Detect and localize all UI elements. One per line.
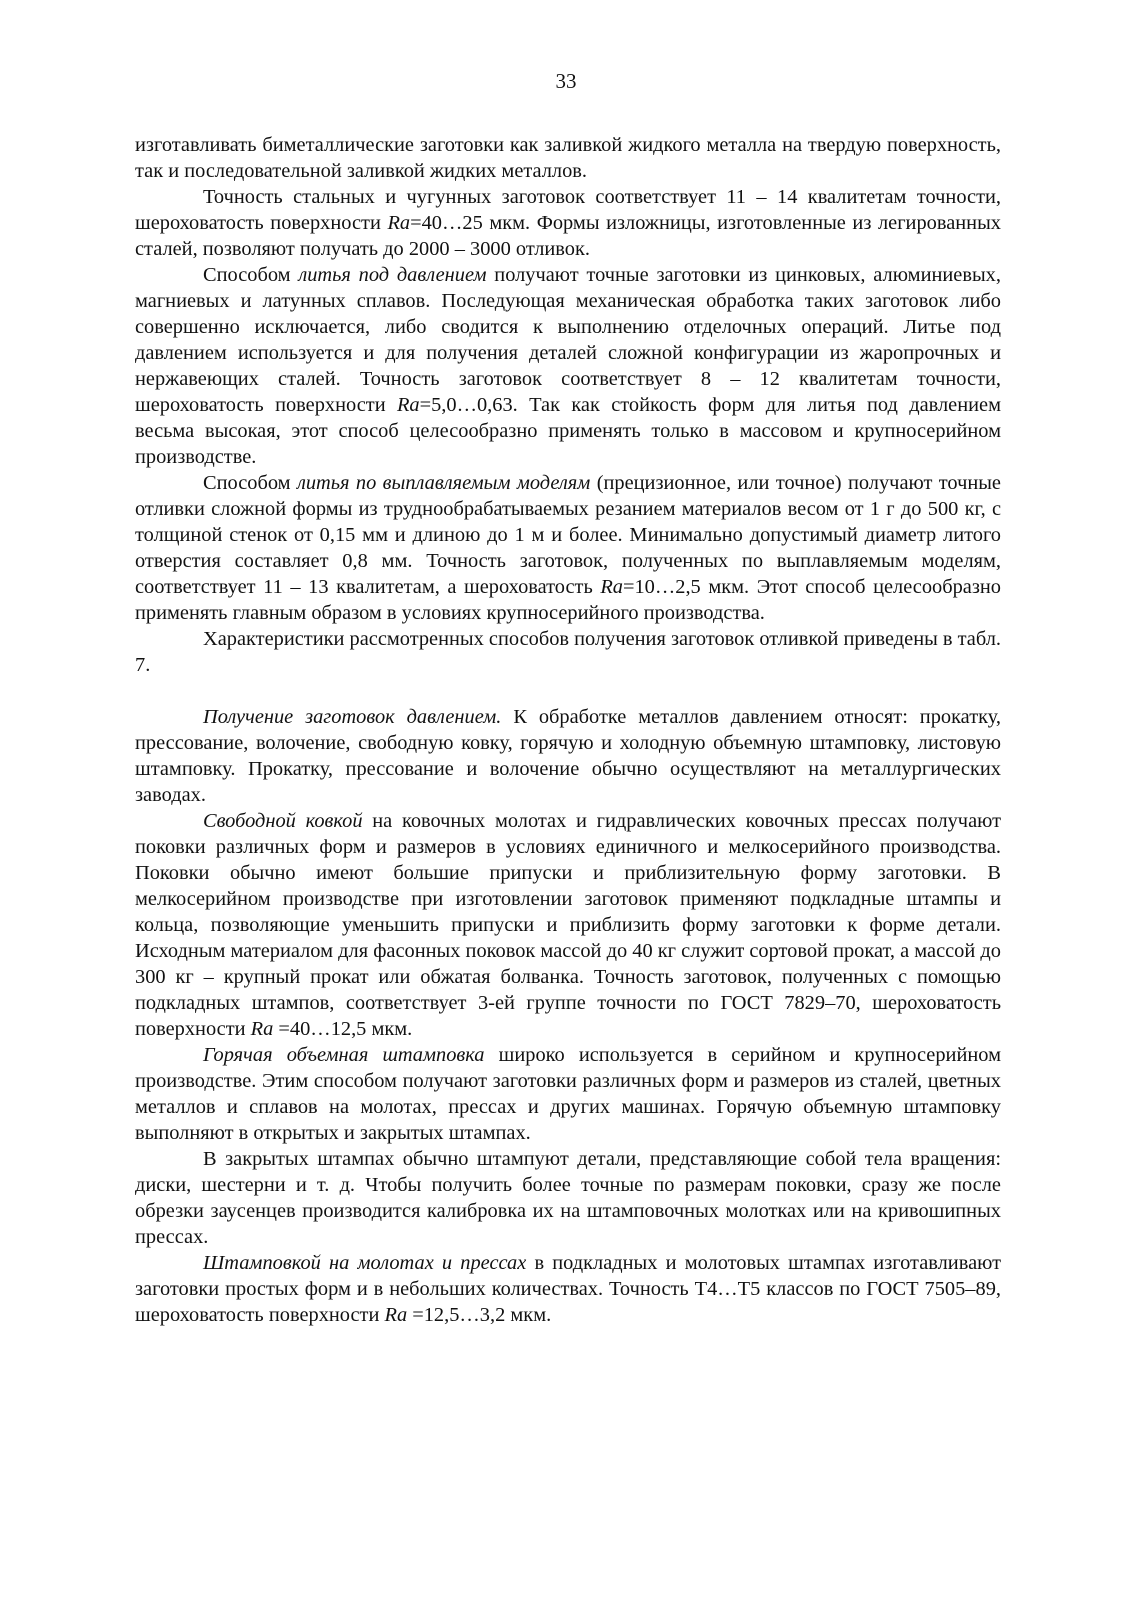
text-run: широко используется в серийном и крупносерийном производстве. Этим способом получают заготовки различных форм и размеров из сталей, цветных металлов и сплавов на молотах, прессах и других машинах. Горячую объемную штамповку выполняют в открытых и закрытых штампах. <box>135 1044 1001 1144</box>
paragraph <box>135 470 1001 626</box>
text-run: =10…2,5 мкм. Этот способ целесообразно применять главным образом в условиях крупносерийного производства. <box>135 576 1001 624</box>
emphasized-text: Свободной ковкой <box>203 810 363 832</box>
emphasized-text: Получение заготовок давлением. <box>203 706 502 728</box>
text-run: Способом <box>203 472 297 494</box>
paragraph <box>135 1146 1001 1250</box>
emphasized-text: Ra <box>250 1018 274 1040</box>
paragraph <box>135 626 1001 678</box>
text-run: Точность стальных и чугунных заготовок соответствует 11 – 14 квалитетам точности, шероховатость поверхности <box>135 186 1001 234</box>
text-run: В закрытых штампах обычно штампуют детали, представляющие собой тела вращения: диски, шестерни и т. д. Чтобы получить более точные по размерам поковки, сразу же после обрезки заусенцев производится калибровка их на штамповочных молотках или на кривошипных прессах. <box>135 1148 1001 1248</box>
emphasized-text: Штамповкой на молотах и прессах <box>203 1252 527 1274</box>
text-run: на ковочных молотах и гидравлических ковочных прессах получают поковки различных форм и размеров в условиях единичного и мелкосерийного производства. Поковки обычно имеют большие припуски и приблизительную форму заготовки. В мелкосерийном производстве при изготовлении заготовок применяют подкладные штампы и кольца, позволяющие уменьшить припуски и приблизить форму заготовки к форме детали. Исходным материалом для фасонных поковок массой до 40 кг служит сортовой прокат, а массой до 300 кг – крупный прокат или обжатая болванка. Точность заготовок, полученных с помощью подкладных штампов, соответствует 3-ей группе точности по ГОСТ 7829–70, шероховатость поверхности <box>135 810 1001 1040</box>
document-body <box>135 132 1001 1328</box>
text-run: =40…25 мкм. Формы изложницы, изготовленные из легированных сталей, позволяют получать до 2000 – 3000 отливок. <box>135 212 1001 260</box>
text-run: Характеристики рассмотренных способов получения заготовок отливкой приведены в табл. 7. <box>135 628 1001 676</box>
paragraph <box>135 704 1001 808</box>
text-run: К обработке металлов давлением относят: прокатку, прессование, волочение, свободную ковку, горячую и холодную объемную штамповку, листовую штамповку. Прокатку, прессование и волочение обычно осуществляют на металлургических заводах. <box>135 706 1001 806</box>
text-run: в подкладных и молотовых штампах изготавливают заготовки простых форм и в небольших количествах. Точность Т4…Т5 классов по ГОСТ 7505–89, шероховатость поверхности <box>135 1252 1001 1326</box>
emphasized-text: Ra <box>600 576 623 598</box>
text-run: изготавливать биметаллические заготовки как заливкой жидкого металла на твердую поверхность, так и последовательной заливкой жидких металлов. <box>135 134 1001 182</box>
text-run: Способом <box>203 264 299 286</box>
paragraph <box>135 1042 1001 1146</box>
text-run: получают точные заготовки из цинковых, алюминиевых, магниевых и латунных сплавов. Последующая механическая обработка таких заготовок либо совершенно исключается, либо сводится к выполнению отделочных операций. Литье под давлением используется и для получения деталей сложной конфигурации из жаропрочных и нержавеющих сталей. Точность заготовок соответствует 8 – 12 квалитетам точности, шероховатость поверхности <box>135 264 1001 416</box>
paragraph <box>135 132 1001 184</box>
paragraph <box>135 184 1001 262</box>
text-run: (прецизионное, или точное) получают точные отливки сложной формы из труднообрабатываемых резанием материалов весом от 1 г до 500 кг, с толщиной стенок от 0,15 мм и длиною до 1 м и более. Минимально допустимый диаметр литого отверстия составляет 0,8 мм. Точность заготовок, полученных по выплавляемым моделям, соответствует 11 – 13 квалитетам, а шероховатость <box>135 472 1001 598</box>
emphasized-text: Ra <box>387 212 411 234</box>
paragraph <box>135 262 1001 470</box>
emphasized-text: Ra <box>384 1304 408 1326</box>
emphasized-text: литья по выплавляемым моделям <box>296 472 591 494</box>
text-run: =40…12,5 мкм. <box>273 1018 413 1040</box>
paragraph <box>135 1250 1001 1328</box>
text-run: =5,0…0,63. Так как стойкость форм для литья под давлением весьма высокая, этот способ целесообразно применять только в массовом и крупносерийном производстве. <box>135 394 1001 468</box>
emphasized-text: Горячая объемная штамповка <box>203 1044 485 1066</box>
paragraph <box>135 808 1001 1042</box>
text-run: =12,5…3,2 мкм. <box>407 1304 552 1326</box>
emphasized-text: Ra <box>396 394 420 416</box>
emphasized-text: литья под давлением <box>298 264 487 286</box>
page-number: 33 <box>555 69 577 93</box>
